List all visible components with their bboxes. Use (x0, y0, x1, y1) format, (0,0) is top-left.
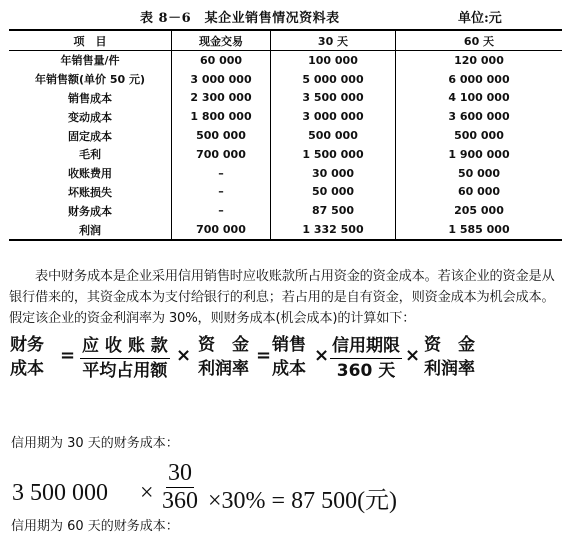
fraction-numerator: 信用期限 (330, 335, 402, 359)
table-row (9, 145, 562, 164)
row-label: 收账费用 (68, 167, 112, 181)
table-cell: 1 900 000 (396, 145, 563, 164)
table-cell: 60 000 (396, 183, 563, 202)
row-label: 销售成本 (68, 91, 112, 105)
table-cell: 500 000 (271, 126, 396, 145)
table-cell: 1 585 000 (396, 220, 563, 240)
equals-sign: = (60, 345, 76, 366)
table-row (9, 89, 562, 108)
times-sign: × (405, 345, 421, 366)
table-cell: 50 000 (396, 164, 563, 183)
column-header: 60 天 (396, 30, 563, 51)
label-30-days: 信用期为 30 天的财务成本： (11, 436, 179, 451)
formula-term: 资 金 (198, 335, 249, 355)
table-cell: 500 000 (396, 126, 563, 145)
formula-term: 财务 (10, 335, 44, 355)
table-cell: 4 100 000 (396, 89, 563, 108)
formula-fraction (330, 335, 402, 382)
table-cell: 700 000 (172, 145, 271, 164)
table-row (9, 107, 562, 126)
equals-sign: = (256, 345, 272, 366)
table-cell: 205 000 (396, 201, 563, 220)
times-sign: × (140, 480, 154, 506)
table-caption (0, 4, 576, 26)
table-cell: 3 000 000 (172, 70, 271, 89)
row-label: 年销售量/件 (60, 54, 120, 68)
times-sign: × (314, 345, 330, 366)
table-row (9, 70, 562, 89)
table-cell: 2 300 000 (172, 89, 271, 108)
table-cell: 1 500 000 (271, 145, 396, 164)
table-row (9, 183, 562, 202)
formula-term: 利润率 (424, 359, 475, 379)
table-cell: 50 000 (271, 183, 396, 202)
column-header: 项 目 (9, 30, 172, 51)
table-row (9, 201, 562, 220)
table-cell: – (172, 183, 271, 202)
formula-term: 销售 (272, 335, 306, 355)
table-cell: 1 332 500 (271, 220, 396, 240)
calc-fraction (162, 460, 198, 515)
formula-lhs (10, 333, 44, 381)
explanation-paragraph: 表中财务成本是企业采用信用销售时应收账款所占用资金的资金成本。若该企业的资金是从银行借来的，其资金成本为支付给银行的利息；若占用的是自有资金，则资金成本为机会成本。假定该企业的资金利润率为 30%，则财务成本(机会成本)的计算如下： (9, 269, 555, 326)
sales-data-table (9, 29, 562, 241)
row-label: 固定成本 (68, 129, 112, 143)
table-header-row (9, 30, 562, 51)
formula-term: 成本 (10, 359, 44, 379)
fraction-numerator: 30 (168, 460, 192, 486)
formula-rate (424, 333, 475, 381)
row-label: 财务成本 (68, 204, 112, 218)
row-label: 变动成本 (68, 110, 112, 124)
row-label: 利润 (9, 220, 172, 240)
table-row (9, 51, 562, 70)
table-unit: 单位:元 (458, 11, 502, 26)
row-label: 毛利 (79, 148, 101, 162)
calc-lead: 3 500 000 (12, 480, 108, 506)
table-cell: 3 500 000 (271, 89, 396, 108)
table-cell: 30 000 (271, 164, 396, 183)
fraction-numerator: 应 收 账 款 (80, 335, 170, 359)
table-cell: 87 500 (271, 201, 396, 220)
table-cell: 3 600 000 (396, 107, 563, 126)
row-label: 年销售额(单价 50 元) (34, 73, 146, 87)
formula-term: 资 金 (424, 335, 475, 355)
formula-rate (198, 333, 249, 381)
table-cell: 60 000 (172, 51, 271, 70)
fraction-denominator: 360 (162, 488, 198, 514)
row-label: 坏账损失 (68, 185, 112, 199)
table-cell: 5 000 000 (271, 70, 396, 89)
table-cell: 120 000 (396, 51, 563, 70)
table-row (9, 220, 562, 240)
table-row (9, 164, 562, 183)
formula-term: 成本 (272, 359, 306, 379)
table-cell: 6 000 000 (396, 70, 563, 89)
calc-tail: ×30% = 87 500(元) (208, 488, 398, 514)
column-header: 30 天 (271, 30, 396, 51)
table-cell: 500 000 (172, 126, 271, 145)
fraction-denominator: 平均占用额 (82, 361, 168, 381)
formula-fraction (80, 335, 170, 382)
table-cell: 700 000 (172, 220, 271, 240)
table-cell: 3 000 000 (271, 107, 396, 126)
table-cell: – (172, 201, 271, 220)
formula-sales-cost (272, 333, 306, 381)
table-cell: – (172, 164, 271, 183)
table-row (9, 126, 562, 145)
finance-cost-formula (10, 333, 570, 383)
column-header: 现金交易 (172, 30, 271, 51)
label-60-days: 信用期为 60 天的财务成本： (11, 519, 179, 534)
formula-term: 利润率 (198, 359, 249, 379)
times-sign: × (176, 345, 192, 366)
table-cell: 100 000 (271, 51, 396, 70)
fraction-denominator: 360 天 (336, 361, 396, 381)
table-title: 表 8－6 某企业销售情况资料表 (140, 11, 340, 26)
calculation-30-days (12, 460, 572, 522)
table-cell: 1 800 000 (172, 107, 271, 126)
